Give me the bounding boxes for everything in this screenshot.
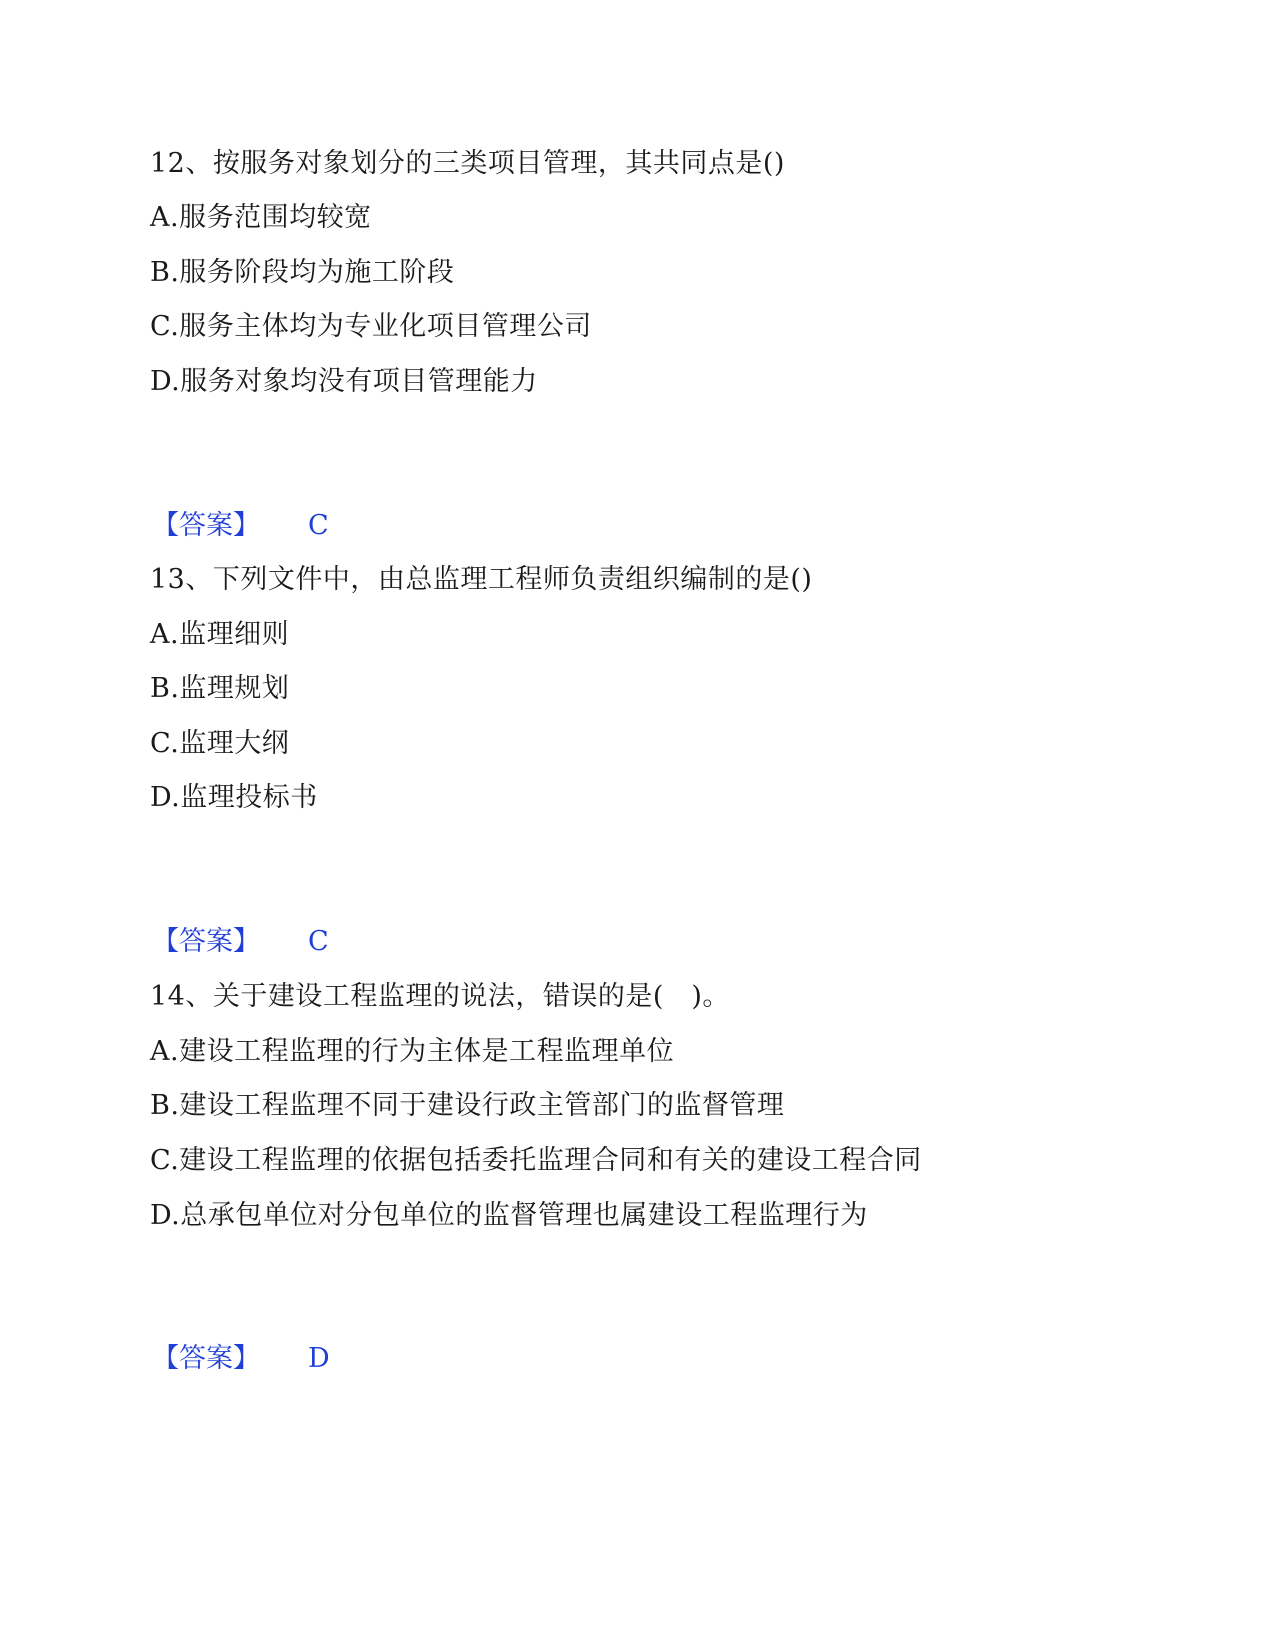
question-14-option-b: B.建设工程监理不同于建设行政主管部门的监督管理	[150, 1090, 785, 1121]
question-13-option-a: A.监理细则	[150, 619, 290, 650]
answer-label: 【答案】	[152, 1343, 260, 1374]
question-13-option-d: D.监理投标书	[150, 782, 318, 813]
question-13-answer	[152, 925, 329, 959]
question-12-option-a: A.服务范围均较宽	[150, 202, 372, 233]
question-12-stem: 12、按服务对象划分的三类项目管理，其共同点是()	[150, 148, 785, 179]
answer-label: 【答案】	[152, 510, 260, 541]
answer-value: C	[308, 926, 329, 957]
question-14-option-a: A.建设工程监理的行为主体是工程监理单位	[150, 1036, 675, 1067]
question-13-option-c: C.监理大纲	[150, 728, 290, 759]
question-14-stem: 14、关于建设工程监理的说法，错误的是( )。	[150, 981, 730, 1012]
question-14-option-d: D.总承包单位对分包单位的监督管理也属建设工程监理行为	[150, 1200, 868, 1231]
question-14-answer	[152, 1342, 330, 1376]
answer-value: D	[308, 1343, 330, 1374]
question-12-option-d: D.服务对象均没有项目管理能力	[150, 366, 538, 397]
question-14-option-c: C.建设工程监理的依据包括委托监理合同和有关的建设工程合同	[150, 1145, 922, 1176]
answer-value: C	[308, 510, 329, 541]
question-12-option-c: C.服务主体均为专业化项目管理公司	[150, 311, 592, 342]
question-13-option-b: B.监理规划	[150, 673, 290, 704]
question-12-answer	[152, 509, 329, 543]
question-12-option-b: B.服务阶段均为施工阶段	[150, 257, 455, 288]
question-13-stem: 13、下列文件中，由总监理工程师负责组织编制的是()	[150, 564, 813, 595]
answer-label: 【答案】	[152, 926, 260, 957]
